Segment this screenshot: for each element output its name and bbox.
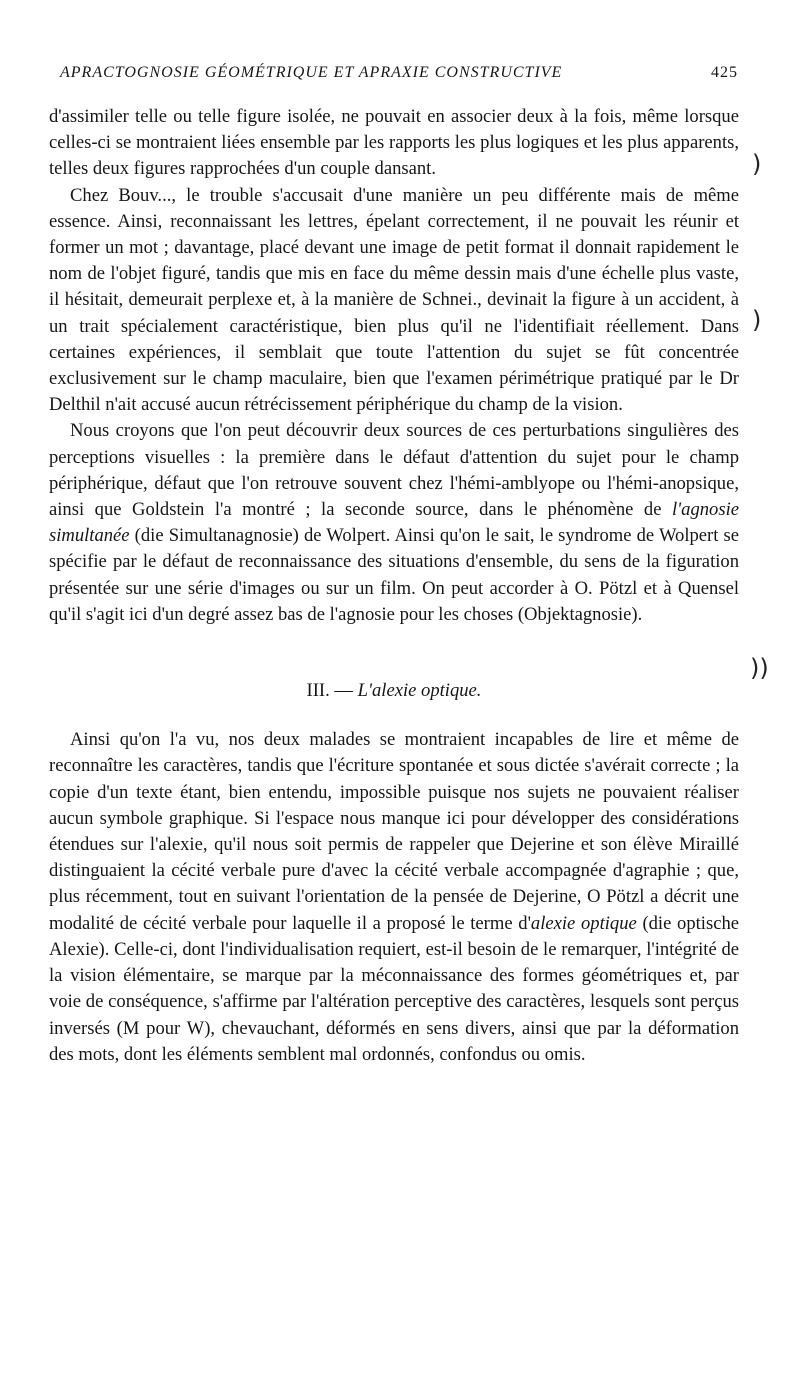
paragraph-alexie <box>49 727 739 1068</box>
section-title: L'alexie optique. <box>357 680 482 702</box>
paragraph-perturbations <box>49 418 739 628</box>
body-text <box>49 104 739 1068</box>
margin-bracket-mark: ) <box>752 150 762 178</box>
paragraph-text: Nous croyons que l'on peut découvrir deux sources de ces perturbations singulières des perceptions visuelles : la première dans le défaut d'attention du sujet pour le champ périphérique, défaut que l'on retrouve souvent chez l'hémi-amblyope ou l'hémi-anopsique, ainsi que Goldstein l'a montré ; la seconde source, dans le phénomène de <box>49 420 739 521</box>
paragraph-continued: d'assimiler telle ou telle figure isolée, ne pouvait en associer deux à la fois, même lorsque celles-ci se montraient liées ensemble par les rapports les plus logiques et les plus apparents, telles deux figures rapprochées d'un couple dansant. <box>49 106 739 180</box>
page-number: 425 <box>711 64 738 81</box>
paragraph-text: (die Simultanagnosie) de Wolpert. Ainsi qu'on le sait, le syndrome de Wolpert se spécifie par le défaut de reconnaissance des situations d'ensemble, du sens de la figuration présentée sur une série d'images ou sur un film. On peut accorder à O. Pötzl et à Quensel qu'il s'agit ici d'un degré assez bas de l'agnosie pour les choses (Objektagnosie). <box>49 525 739 625</box>
running-header <box>60 60 738 86</box>
italic-term: alexie optique <box>530 912 637 934</box>
italic-term: l'agnosie simultanée <box>49 499 739 547</box>
paragraph-text: (die optische Alexie). Celle-ci, dont l'individualisation requiert, est-il besoin de le remarquer, l'intégrité de la vision élémentaire, se marque par la méconnaissance des formes géométriques et, par voie de conséquence, s'affirme par l'altération perceptive des caractères, lesquels sont perçus inversés (M pour W), chevauchant, déformés en sens divers, ainsi que par la déformation des mots, dont les éléments semblent mal ordonnés, confondus ou omis. <box>49 912 739 1065</box>
section-heading <box>49 678 739 704</box>
paragraph-bouv: Chez Bouv..., le trouble s'accusait d'une manière un peu différente mais de même essence. Ainsi, reconnaissant les lettres, épelant correctement, il ne pouvait les réunir et former un mot ; davantage, placé devant une image de petit format il donnait rapidement le nom de l'objet figuré, tandis que mis en face du même dessin mais d'une échelle plus vaste, il hésitait, demeurait perplexe et, à la manière de Schnei., devinait la figure à un accident, à un trait spécialement caractéristique, bien plus qu'il ne l'identifiait réellement. Dans certaines expériences, il semblait que toute l'attention du sujet se fût concentrée exclusivement sur le champ maculaire, bien que l'examen périmétrique pratiqué par le Dr Delthil n'ait accusé aucun rétrécissement périphérique du champ de la vision. <box>49 184 739 416</box>
margin-bracket-mark: ) <box>752 306 762 334</box>
section-dash: — <box>329 680 358 702</box>
section-number: III. <box>306 680 330 702</box>
running-title: APRACTOGNOSIE GÉOMÉTRIQUE ET APRAXIE CONSTRUCTIVE <box>60 64 563 81</box>
paragraph-text: Ainsi qu'on l'a vu, nos deux malades se montraient incapables de lire et même de reconnaître les caractères, tandis que l'écriture spontanée et sous dictée s'avérait correcte ; la copie d'un texte étant, bien entendu, impossible puisque nos sujets ne pouvaient réaliser aucun symbole graphique. Si l'espace nous manque ici pour développer des considérations étendues sur l'alexie, qu'il nous soit permis de rappeler que Dejerine et son élève Miraillé distinguaient la cécité verbale pure d'avec la cécité verbale accompagnée d'agraphie ; que, plus récemment, tout en suivant l'orientation de la pensée de Dejerine, O Pötzl a décrit une modalité de cécité verbale pour laquelle il a proposé le terme d' <box>49 729 739 934</box>
margin-bracket-mark: )) <box>750 654 769 682</box>
